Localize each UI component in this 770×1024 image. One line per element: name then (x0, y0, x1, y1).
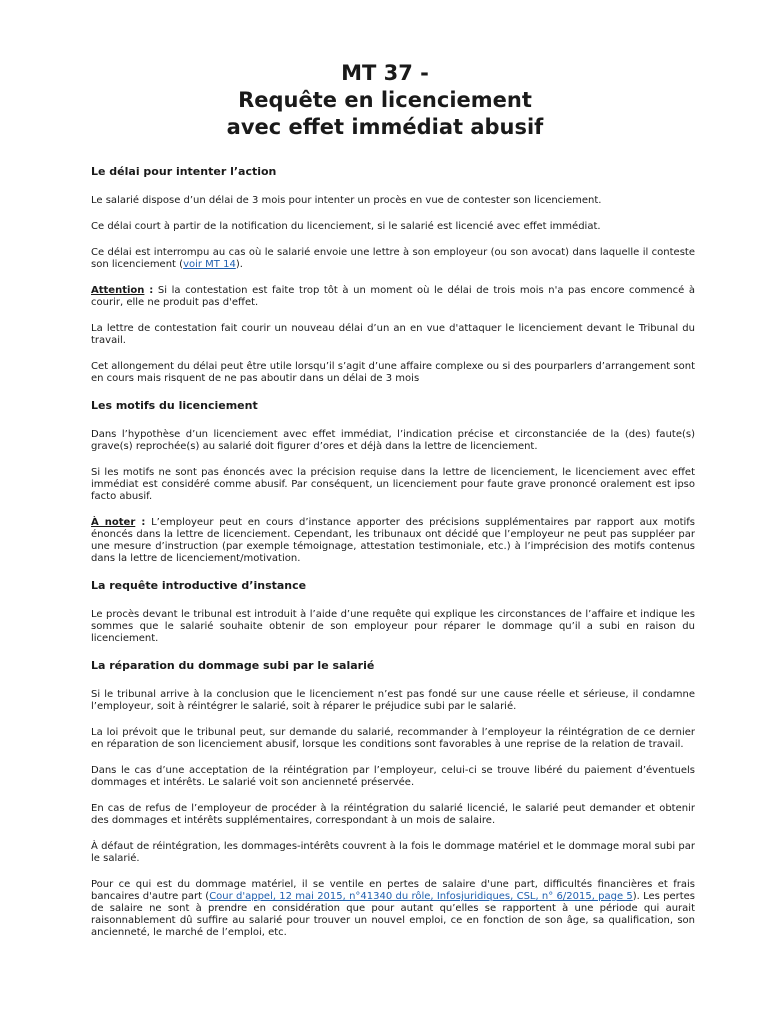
attention-text: Si la contestation est faite trop tôt à un moment où le délai de trois mois n'a pas encore commencé à courir, elle ne produit pas d'effet. (91, 285, 695, 308)
paragraph-text: ). (235, 259, 243, 270)
paragraph-with-link (91, 247, 695, 271)
section-heading-reparation: La réparation du dommage subi par le salarié (91, 659, 375, 672)
paragraph: La lettre de contestation fait courir un nouveau délai d’un an en vue d'attaquer le licenciement devant le Tribunal du travail. (91, 323, 695, 346)
title-line-3: avec effet immédiat abusif (226, 115, 544, 139)
section-heading-motifs: Les motifs du licenciement (91, 399, 258, 412)
note-text: L’employeur peut en cours d’instance apporter des précisions supplémentaires par rapport aux motifs énoncés dans la lettre de licenciement. Cependant, les tribunaux ont décidé que l’employeur ne peut pas suppléer par une mesure d’instruction (par exemple témoignage, attestation testimoniale, etc.) à l’imprécision des motifs contenus dans la lettre de licenciement/motivation. (91, 517, 695, 564)
paragraph-with-link (91, 879, 695, 939)
attention-label: Attention (91, 285, 145, 296)
paragraph: Dans l’hypothèse d’un licenciement avec effet immédiat, l’indication précise et circonstanciée de la (des) faute(s) grave(s) reprochée(s) au salarié doit figurer d’ores et déjà dans la lettre de licenciement. (91, 429, 695, 452)
paragraph: Le procès devant le tribunal est introduit à l’aide d’une requête qui explique les circonstances de l’affaire et indique les sommes que le salarié souhaite obtenir de son employeur pour réparer le dommage qu’il a subi en raison du licenciement. (91, 609, 695, 644)
paragraph: Si le tribunal arrive à la conclusion que le licenciement n’est pas fondé sur une cause réelle et sérieuse, il condamne l’employeur, soit à réintégrer le salarié, soit à réparer le préjudice subi par le salarié. (91, 689, 695, 712)
paragraph-text: ). Les pertes de salaire ne sont à prendre en considération que pour autant qu’elles se rapportent à une période qui aurait raisonnablement dû suffire au salarié pour trouver un nouvel emploi, ce en fonction de son âge, sa qualification, son ancienneté, le marché de l’emploi, etc. (91, 891, 696, 938)
link-cour-appel[interactable]: Cour d'appel, 12 mai 2015, n°41340 du rôle, Infosjuridiques, CSL, n° 6/2015, page 5 (209, 891, 633, 902)
paragraph: En cas de refus de l’employeur de procéder à la réintégration du salarié licencié, le salarié peut demander et obtenir des dommages et intérêts supplémentaires, correspondant à un mois de salaire. (91, 803, 695, 826)
link-voir-mt14[interactable]: voir MT 14 (183, 259, 236, 270)
paragraph: La loi prévoit que le tribunal peut, sur demande du salarié, recommander à l’employeur la réintégration de ce dernier en réparation de son licenciement abusif, lorsque les conditions sont favorables à une reprise de la relation de travail. (91, 727, 695, 750)
paragraph: Si les motifs ne sont pas énoncés avec la précision requise dans la lettre de licenciement, le licenciement avec effet immédiat est considéré comme abusif. Par conséquent, un licenciement pour faute grave prononcé oralement est ipso facto abusif. (91, 467, 695, 502)
paragraph: Le salarié dispose d’un délai de 3 mois pour intenter un procès en vue de contester son licenciement. (91, 195, 602, 206)
note-colon: : (135, 517, 146, 528)
paragraph: Dans le cas d’une acceptation de la réintégration par l’employeur, celui-ci se trouve libéré du paiement d’éventuels dommages et intérêts. Le salarié voit son ancienneté préservée. (91, 765, 695, 788)
attention-note (91, 285, 695, 309)
section-heading-requete: La requête introductive d’instance (91, 579, 307, 592)
document-body (91, 165, 695, 953)
section-heading-delai: Le délai pour intenter l’action (91, 165, 277, 178)
attention-colon: : (144, 285, 154, 296)
paragraph: Cet allongement du délai peut être utile lorsqu’il s’agit d’une affaire complexe ou si des pourparlers d’arrangement sont en cours mais risquent de ne pas aboutir dans un délai de 3 mois (91, 361, 695, 384)
title-line-1: MT 37 - (341, 61, 429, 85)
paragraph-text: Pour ce qui est du dommage matériel, il se ventile en pertes de salaire d'une part, difficultés financières et frais bancaires d'autre part ( (91, 879, 695, 902)
paragraph-text: Ce délai est interrompu au cas où le salarié envoie une lettre à son employeur (ou son avocat) dans laquelle il conteste son licenciement ( (91, 247, 695, 270)
note-label: À noter (91, 517, 136, 528)
paragraph: À défaut de réintégration, les dommages-intérêts couvrent à la fois le dommage matériel et le dommage moral subi par le salarié. (91, 841, 695, 864)
note-paragraph (91, 517, 695, 565)
title-line-2: Requête en licenciement (238, 88, 532, 112)
paragraph: Ce délai court à partir de la notification du licenciement, si le salarié est licencié avec effet immédiat. (91, 221, 601, 232)
document-title (0, 60, 770, 141)
